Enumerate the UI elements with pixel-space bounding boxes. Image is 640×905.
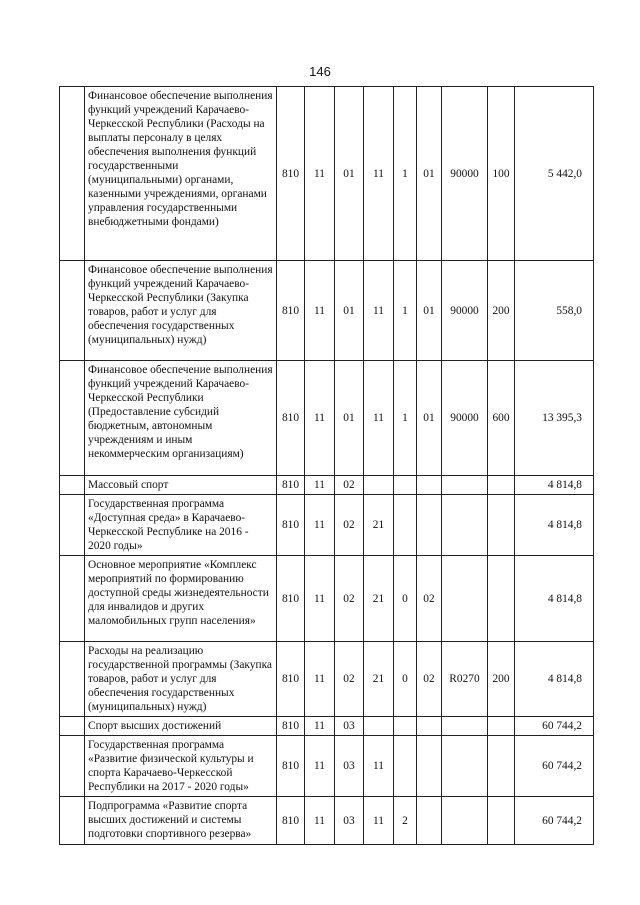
cell-rz: 11: [305, 797, 335, 845]
cell-index: [60, 717, 85, 736]
cell-gr: 810: [277, 556, 305, 642]
cell-rz: 11: [305, 495, 335, 556]
cell-csr-program: 11: [364, 736, 394, 797]
cell-sum: 558,0: [515, 261, 594, 361]
cell-csr-subprogram: 1: [394, 361, 417, 476]
table-row: [60, 717, 594, 736]
cell-csr-subprogram: 0: [394, 556, 417, 642]
cell-csr-program: 21: [364, 495, 394, 556]
cell-csr-program: [364, 476, 394, 495]
cell-csr-subprogram: 1: [394, 261, 417, 361]
cell-index: [60, 642, 85, 717]
cell-rz: 11: [305, 556, 335, 642]
cell-name: Государственная программа «Развитие физической культуры и спорта Карачаево-Черкесской Республики на 2017 - 2020 годы»: [85, 736, 277, 797]
cell-sum: 5 442,0: [515, 87, 594, 261]
cell-vr: [488, 556, 515, 642]
cell-name: Финансовое обеспечение выполнения функций учреждений Карачаево-Черкесской Республики (Расходы на выплаты персоналу в целях обеспечения выполнения функций государственными (муниципальными) органами, казенными учреждениями, органами управления государственными внебюджетными фондами): [85, 87, 277, 261]
cell-gr: 810: [277, 642, 305, 717]
cell-rz: 11: [305, 717, 335, 736]
cell-gr: 810: [277, 495, 305, 556]
cell-vr: 200: [488, 261, 515, 361]
cell-csr-direction: 90000: [442, 261, 488, 361]
cell-pr: 02: [335, 495, 364, 556]
cell-csr-direction: [442, 495, 488, 556]
cell-vr: [488, 797, 515, 845]
cell-rz: 11: [305, 642, 335, 717]
page-number: 146: [309, 64, 331, 79]
table-row: [60, 797, 594, 845]
cell-vr: 100: [488, 87, 515, 261]
cell-csr-program: 21: [364, 556, 394, 642]
cell-csr-direction: 90000: [442, 87, 488, 261]
cell-csr-event: 02: [417, 556, 442, 642]
cell-sum: 60 744,2: [515, 736, 594, 797]
cell-name: Финансовое обеспечение выполнения функций учреждений Карачаево-Черкесской Республики (Предоставление субсидий бюджетным, автономным учреждениям и иным некоммерческим организациям): [85, 361, 277, 476]
cell-vr: 600: [488, 361, 515, 476]
cell-gr: 810: [277, 736, 305, 797]
cell-gr: 810: [277, 261, 305, 361]
cell-index: [60, 797, 85, 845]
cell-pr: 03: [335, 717, 364, 736]
table-row: [60, 361, 594, 476]
cell-sum: 4 814,8: [515, 495, 594, 556]
table-row: [60, 87, 594, 261]
cell-csr-subprogram: 2: [394, 797, 417, 845]
cell-gr: 810: [277, 717, 305, 736]
cell-csr-subprogram: [394, 736, 417, 797]
cell-name: Расходы на реализацию государственной программы (Закупка товаров, работ и услуг для обеспечения государственных (муниципальных) нужд): [85, 642, 277, 717]
cell-csr-program: 11: [364, 87, 394, 261]
cell-csr-program: 21: [364, 642, 394, 717]
cell-csr-direction: [442, 556, 488, 642]
cell-gr: 810: [277, 87, 305, 261]
cell-csr-subprogram: 0: [394, 642, 417, 717]
cell-index: [60, 261, 85, 361]
table-row: [60, 261, 594, 361]
cell-pr: 02: [335, 642, 364, 717]
cell-csr-event: [417, 476, 442, 495]
cell-name: Государственная программа «Доступная среда» в Карачаево-Черкесской Республике на 2016 - 2020 годы»: [85, 495, 277, 556]
cell-vr: [488, 736, 515, 797]
cell-csr-subprogram: [394, 717, 417, 736]
cell-csr-direction: [442, 717, 488, 736]
cell-csr-event: [417, 495, 442, 556]
cell-sum: 60 744,2: [515, 717, 594, 736]
table-row: [60, 495, 594, 556]
cell-pr: 02: [335, 556, 364, 642]
cell-name: Финансовое обеспечение выполнения функций учреждений Карачаево-Черкесской Республики (Закупка товаров, работ и услуг для обеспечения государственных (муниципальных) нужд): [85, 261, 277, 361]
cell-index: [60, 736, 85, 797]
cell-vr: 200: [488, 642, 515, 717]
table-row: [60, 476, 594, 495]
cell-name: Спорт высших достижений: [85, 717, 277, 736]
cell-vr: [488, 717, 515, 736]
cell-sum: 4 814,8: [515, 476, 594, 495]
cell-rz: 11: [305, 261, 335, 361]
cell-csr-direction: [442, 476, 488, 495]
cell-csr-direction: R0270: [442, 642, 488, 717]
cell-csr-program: [364, 717, 394, 736]
cell-name: Основное мероприятие «Комплекс мероприятий по формированию доступной среды жизнедеятельности для инвалидов и других маломобильных групп населения»: [85, 556, 277, 642]
cell-gr: 810: [277, 476, 305, 495]
cell-csr-event: 01: [417, 261, 442, 361]
cell-sum: 4 814,8: [515, 556, 594, 642]
cell-index: [60, 87, 85, 261]
cell-csr-event: [417, 736, 442, 797]
cell-index: [60, 361, 85, 476]
cell-csr-event: 02: [417, 642, 442, 717]
cell-sum: 4 814,8: [515, 642, 594, 717]
cell-index: [60, 476, 85, 495]
cell-csr-direction: [442, 736, 488, 797]
cell-pr: 01: [335, 361, 364, 476]
cell-rz: 11: [305, 476, 335, 495]
cell-vr: [488, 495, 515, 556]
cell-vr: [488, 476, 515, 495]
cell-csr-subprogram: 1: [394, 87, 417, 261]
table-row: [60, 556, 594, 642]
cell-sum: 60 744,2: [515, 797, 594, 845]
cell-rz: 11: [305, 87, 335, 261]
cell-pr: 03: [335, 797, 364, 845]
cell-pr: 03: [335, 736, 364, 797]
cell-pr: 01: [335, 261, 364, 361]
budget-table: [59, 86, 594, 845]
cell-csr-event: [417, 717, 442, 736]
cell-rz: 11: [305, 736, 335, 797]
cell-csr-program: 11: [364, 361, 394, 476]
table-row: [60, 736, 594, 797]
cell-csr-event: [417, 797, 442, 845]
cell-pr: 01: [335, 87, 364, 261]
cell-csr-event: 01: [417, 87, 442, 261]
cell-gr: 810: [277, 361, 305, 476]
table-row: [60, 642, 594, 717]
cell-csr-direction: 90000: [442, 361, 488, 476]
cell-csr-subprogram: [394, 476, 417, 495]
cell-csr-program: 11: [364, 261, 394, 361]
cell-csr-program: 11: [364, 797, 394, 845]
cell-rz: 11: [305, 361, 335, 476]
cell-csr-subprogram: [394, 495, 417, 556]
cell-index: [60, 556, 85, 642]
cell-csr-event: 01: [417, 361, 442, 476]
cell-gr: 810: [277, 797, 305, 845]
cell-index: [60, 495, 85, 556]
cell-pr: 02: [335, 476, 364, 495]
cell-sum: 13 395,3: [515, 361, 594, 476]
cell-name: Массовый спорт: [85, 476, 277, 495]
cell-name: Подпрограмма «Развитие спорта высших достижений и системы подготовки спортивного резерва»: [85, 797, 277, 845]
cell-csr-direction: [442, 797, 488, 845]
